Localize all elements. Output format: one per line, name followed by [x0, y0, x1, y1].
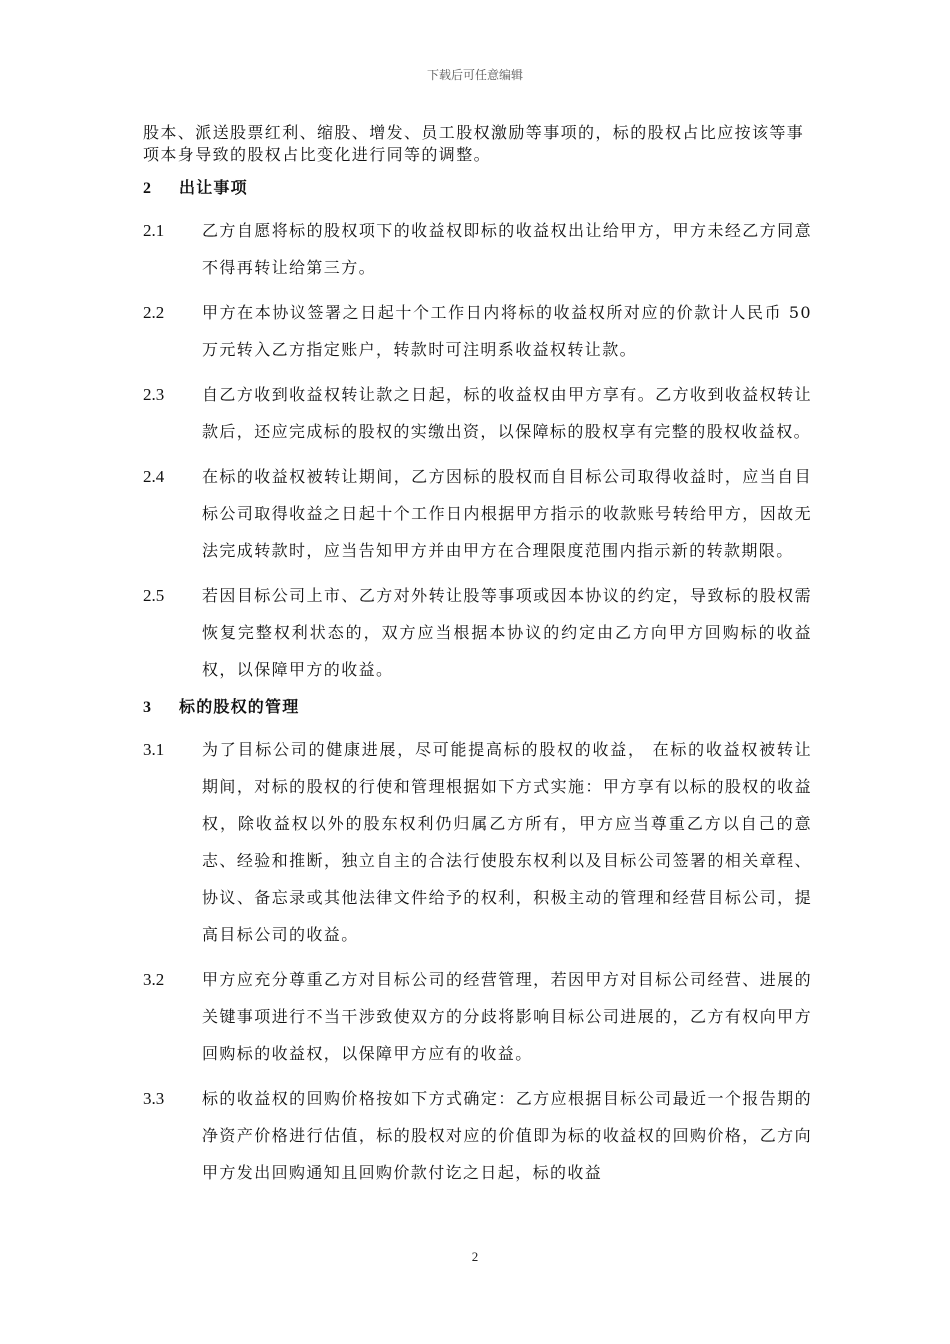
- clause-2-3: [0, 376, 950, 450]
- clause-text: 为了目标公司的健康进展，尽可能提高标的股权的收益， 在标的收益权被转让期间，对标的股权的行使和管理根据如下方式实施：甲方享有以标的股权的收益权，除收益权以外的股东权利仍归属乙方所有，甲方应当尊重乙方以自己的意志、经验和推断，独立自主的合法行使股东权利以及目标公司签署的相关章程、协议、备忘录或其他法律文件给予的权利，积极主动的管理和经营目标公司，提高目标公司的收益。: [202, 740, 812, 944]
- clause-text: 标的收益权的回购价格按如下方式确定：乙方应根据目标公司最近一个报告期的净资产价格进行估值，标的股权对应的价值即为标的收益权的回购价格，乙方向甲方发出回购通知且回购价款付讫之日起，标的收益: [202, 1089, 812, 1182]
- clause-3-2: [0, 961, 950, 1072]
- clause-number: 3.2: [143, 970, 165, 989]
- clause-text: 甲方在本协议签署之日起十个工作日内将标的收益权所对应的价款计人民币 50 万元转入乙方指定账户，转款时可注明系收益权转让款。: [202, 303, 812, 359]
- clause-2-1: [0, 212, 950, 286]
- clause-number: 2.3: [143, 385, 165, 404]
- page-header: 下载后可任意编辑: [426, 68, 523, 82]
- clause-number: 2.4: [143, 467, 165, 486]
- clause-text: 自乙方收到收益权转让款之日起，标的收益权由甲方享有。乙方收到收益权转让款后，还应完成标的股权的实缴出资，以保障标的股权享有完整的股权收益权。: [202, 385, 812, 441]
- section-title: 标的股权的管理: [179, 697, 300, 716]
- clause-2-5: [0, 577, 950, 688]
- section-number: 2: [143, 180, 151, 197]
- section-number: 3: [143, 699, 151, 716]
- clause-number: 2.1: [143, 221, 165, 240]
- clause-text: 乙方自愿将标的股权项下的收益权即标的收益权出让给甲方，甲方未经乙方同意不得再转让给第三方。: [202, 221, 812, 277]
- clause-number: 2.2: [143, 303, 165, 322]
- clause-number: 3.1: [143, 740, 165, 759]
- intro-paragraph: 股本、派送股票红利、缩股、增发、员工股权激励等事项的，标的股权占比应按该等事项本身导致的股权占比变化进行同等的调整。: [143, 123, 805, 164]
- clause-2-4: [0, 458, 950, 569]
- document-body: [0, 122, 950, 1199]
- clause-number: 3.3: [143, 1089, 165, 1108]
- page-number: 2: [471, 1249, 479, 1264]
- clause-3-1: [0, 731, 950, 953]
- clause-3-3: [0, 1080, 950, 1191]
- section-heading-2: [143, 177, 813, 200]
- section-title: 出让事项: [179, 178, 248, 197]
- clause-text: 甲方应充分尊重乙方对目标公司的经营管理，若因甲方对目标公司经营、进展的关键事项进行不当干涉致使双方的分歧将影响目标公司进展的，乙方有权向甲方回购标的收益权，以保障甲方应有的收益。: [202, 970, 812, 1063]
- clause-number: 2.5: [143, 586, 165, 605]
- clause-text: 在标的收益权被转让期间，乙方因标的股权而自目标公司取得收益时，应当自目标公司取得收益之日起十个工作日内根据甲方指示的收款账号转给甲方，因故无法完成转款时，应当告知甲方并由甲方在合理限度范围内指示新的转款期限。: [202, 467, 812, 560]
- section-heading-3: [143, 696, 813, 719]
- clause-2-2: [0, 294, 950, 368]
- clause-text: 若因目标公司上市、乙方对外转让股等事项或因本协议的约定，导致标的股权需恢复完整权利状态的，双方应当根据本协议的约定由乙方向甲方回购标的收益权，以保障甲方的收益。: [202, 586, 812, 679]
